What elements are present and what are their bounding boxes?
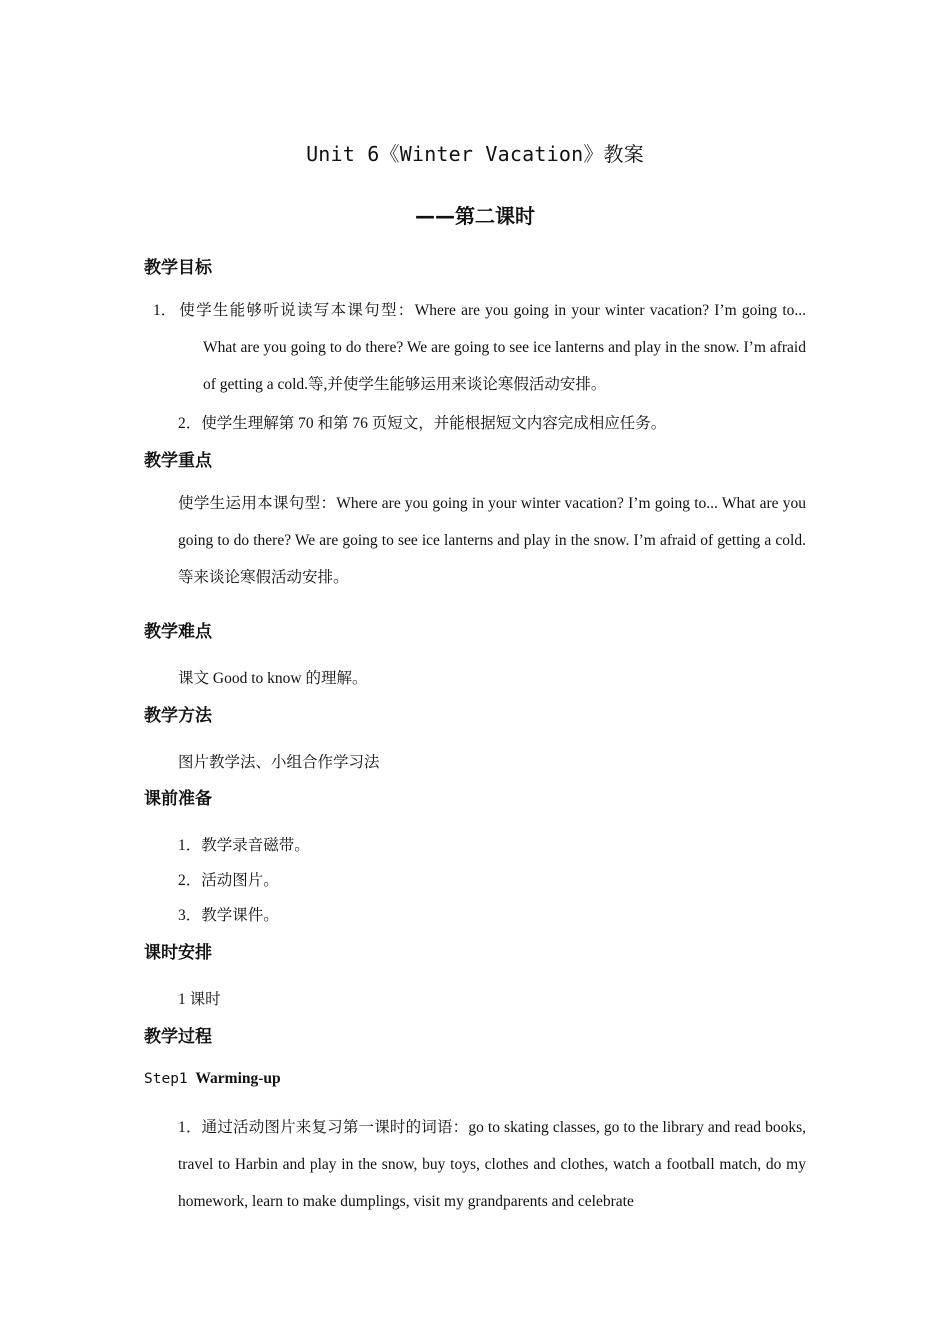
difficulties-text: 课文 Good to know 的理解。	[178, 670, 368, 687]
objective-item-2-num: 2．	[178, 415, 202, 432]
preparation-item-3	[178, 903, 279, 925]
heading-key-points: 教学重点	[144, 451, 212, 471]
preparation-item-3-num: 3．	[178, 907, 202, 924]
document-title: Unit 6《Winter Vacation》教案	[306, 142, 644, 166]
preparation-item-1-num: 1．	[178, 837, 202, 854]
heading-schedule: 课时安排	[144, 943, 212, 963]
objective-item-1-text: 使学生能够听说读写本课句型：Where are you going in your winter vacation? I’m going to... What are you going to do there? We are going to see ice lanterns and play in the snow. I’m afraid of getting a cold.等,并使学生能够运用来谈论寒假活动安排。	[178, 302, 806, 393]
schedule-text: 1 课时	[178, 991, 221, 1008]
objective-item-2-text: 使学生理解第 70 和第 76 页短文，并能根据短文内容完成相应任务。	[201, 415, 667, 432]
objective-item-2	[178, 411, 666, 433]
methods-text: 图片教学法、小组合作学习法	[178, 754, 380, 771]
document-subtitle: ——第二课时	[415, 204, 535, 228]
preparation-item-1	[178, 833, 310, 855]
step-1-title: Warming-up	[195, 1070, 281, 1087]
preparation-item-2	[178, 868, 279, 890]
process-item-1-num: 1．	[178, 1119, 202, 1136]
heading-methods: 教学方法	[144, 706, 212, 726]
preparation-item-3-text: 教学课件。	[201, 907, 279, 924]
objective-item-1: 1． 使学生能够听说读写本课句型：Where are you going in your winter vacation? I’m going to... What are you going to do there? We are going to see ice lanterns and play in the snow. I’m afraid of getting a cold.等,并使学生能够运用来谈论寒假活动安排。	[153, 302, 806, 393]
preparation-item-2-num: 2．	[178, 872, 202, 889]
heading-objectives: 教学目标	[144, 258, 212, 278]
step-1-heading	[144, 1070, 281, 1088]
heading-process: 教学过程	[144, 1027, 212, 1047]
key-points-text: 使学生运用本课句型：Where are you going in your winter vacation? I’m going to... What are you going to do there? We are going to see ice lanterns and play in the snow. I’m afraid of getting a cold.等来谈论寒假活动安排。	[178, 495, 806, 586]
preparation-item-1-text: 教学录音磁带。	[201, 837, 310, 854]
process-item-1-text: 通过活动图片来复习第一课时的词语：go to skating classes, go to the library and read books, travel to Harbin and play in the snow, buy toys, clothes and clothes, watch a football match, do my homework, learn to make dumplings, visit my grandparents and celebrate	[178, 1119, 806, 1210]
heading-difficulties: 教学难点	[144, 622, 212, 642]
heading-preparation: 课前准备	[144, 789, 212, 809]
preparation-item-2-text: 活动图片。	[201, 872, 279, 889]
process-item-1	[178, 1109, 806, 1220]
step-1-label: Step1	[144, 1071, 188, 1087]
